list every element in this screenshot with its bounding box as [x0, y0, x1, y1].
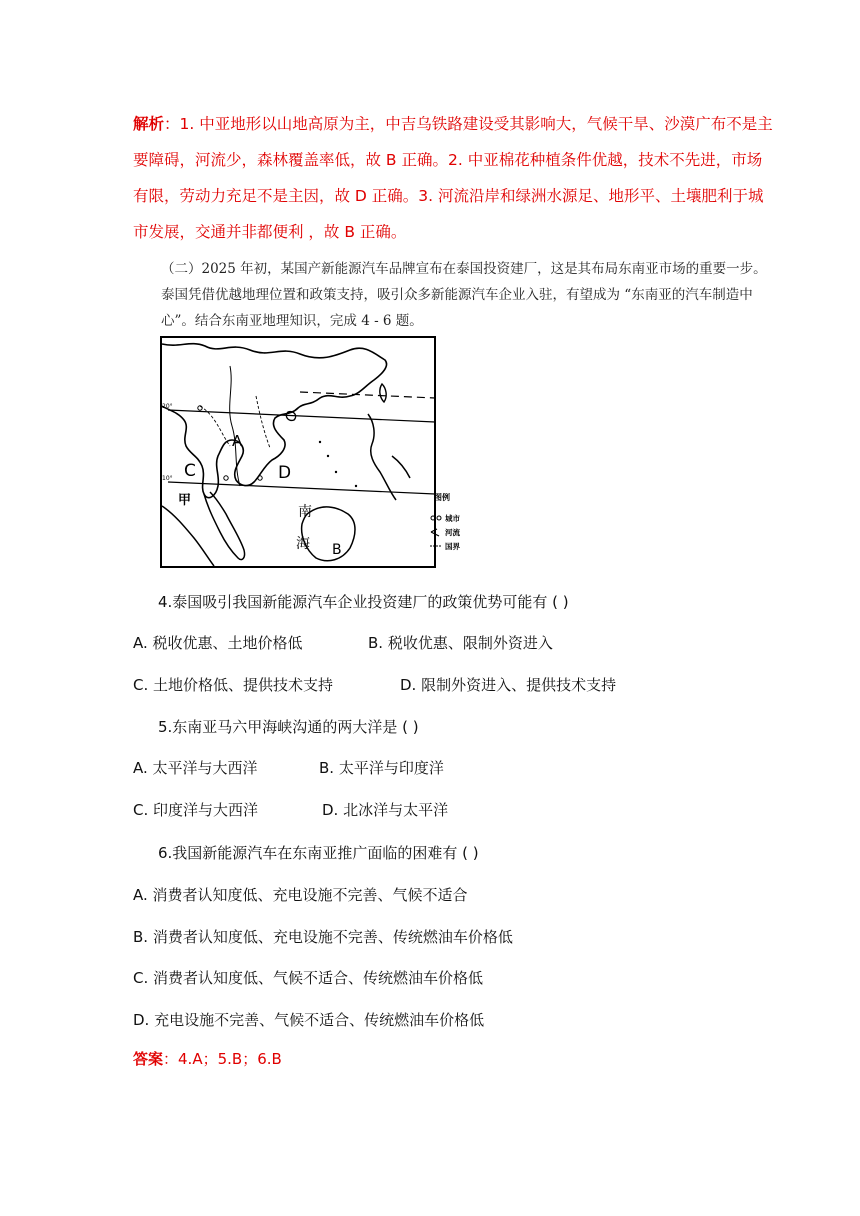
analysis-label: 解析 — [133, 115, 165, 133]
analysis-text: ：1. 中亚地形以山地高原为主，中吉乌铁路建设受其影响大，气候干旱、沙漠广布不是主要障碍，河流少，森林覆盖率低，故 B 正确。2. 中亚棉花种植条件优越，技术不先进，市场有限，劳动力充足不是主因，故 D 正确。3. 河流沿岸和绿洲水源足、地形平、土壤肥利于城市发展，交通并非都便利 ，故 B 正确。 — [133, 115, 773, 241]
question-5-option-d[interactable]: D. 北冰洋与太平洋 — [322, 801, 449, 819]
question-5-option-b[interactable]: B. 太平洋与印度洋 — [319, 759, 444, 777]
legend-river: 河流 — [445, 528, 460, 537]
answer-label: 答案 — [133, 1050, 164, 1068]
legend-city: 城市 — [445, 514, 460, 523]
map-label-hai: 海 — [296, 536, 310, 552]
question-4-option-b[interactable]: B. 税收优惠、限制外资进入 — [368, 634, 553, 652]
lat-10-label: 10° — [162, 475, 173, 482]
question-4-stem: 4.泰国吸引我国新能源汽车企业投资建厂的政策优势可能有 ( ) — [158, 593, 569, 611]
question-4-option-c[interactable]: C. 土地价格低、提供技术支持 — [133, 676, 334, 694]
question-5-option-c[interactable]: C. 印度洋与大西洋 — [133, 801, 259, 819]
question-6-option-d[interactable]: D. 充电设施不完善、气候不适合、传统燃油车价格低 — [133, 1011, 485, 1029]
map-label-c: C — [184, 461, 196, 481]
question-6-option-c[interactable]: C. 消费者认知度低、气候不适合、传统燃油车价格低 — [133, 969, 484, 987]
answer-line — [133, 1048, 282, 1069]
legend-border: 国界 — [445, 542, 460, 551]
southeast-asia-map — [160, 336, 460, 568]
question-4-option-a[interactable]: A. 税收优惠、土地价格低 — [133, 634, 303, 652]
map-label-d: D — [278, 463, 292, 483]
analysis-paragraph — [133, 106, 773, 250]
question-5-option-a[interactable]: A. 太平洋与大西洋 — [133, 759, 258, 777]
question-5-stem: 5.东南亚马六甲海峡沟通的两大洋是 ( ) — [158, 718, 419, 736]
map-label-nan: 南 — [298, 504, 312, 520]
map-label-jia: 甲 — [178, 493, 192, 508]
question-4-option-d[interactable]: D. 限制外资进入、提供技术支持 — [400, 676, 617, 694]
map-label-b: B — [332, 542, 342, 558]
question-intro — [133, 256, 773, 334]
question-6-option-a[interactable]: A. 消费者认知度低、充电设施不完善、气候不适合 — [133, 886, 468, 904]
lat-20-label: 20° — [162, 403, 173, 410]
question-6-option-b[interactable]: B. 消费者认知度低、充电设施不完善、传统燃油车价格低 — [133, 928, 513, 946]
intro-text: （二）2025 年初，某国产新能源汽车品牌宣布在泰国投资建厂，这是其布局东南亚市场的重要一步。泰国凭借优越地理位置和政策支持，吸引众多新能源汽车企业入驻，有望成为 “东南亚的汽车制造中心”。结合东南亚地理知识，完成 4 - 6 题。 — [161, 261, 767, 329]
question-6-stem: 6.我国新能源汽车在东南亚推广面临的困难有 ( ) — [158, 844, 479, 862]
legend-title: 图例 — [434, 493, 450, 502]
answer-text: ：4.A；5.B；6.B — [163, 1050, 282, 1068]
map-frame — [161, 337, 435, 567]
map-label-a: A — [232, 432, 243, 450]
